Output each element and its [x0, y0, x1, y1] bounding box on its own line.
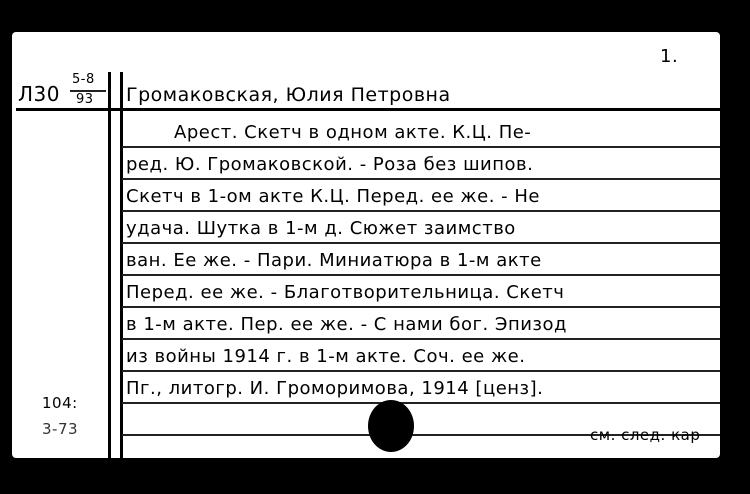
- entry-line: ред. Ю. Громаковской. - Роза без шипов.: [126, 154, 534, 175]
- ruled-line: [122, 178, 720, 180]
- entry-line: ван. Ее же. - Пари. Миниатюра в 1-м акте: [126, 250, 542, 271]
- entry-line: Перед. ее же. - Благотворительница. Скетч: [126, 282, 565, 303]
- entry-line: удача. Шутка в 1-м д. Сюжет заимство: [126, 218, 516, 239]
- ruled-line: [122, 306, 720, 308]
- shelf-fraction-top: 5-8: [72, 72, 95, 87]
- margin-note: 104:: [42, 394, 78, 412]
- author-heading: Громаковская, Юлия Петровна: [126, 84, 451, 106]
- catalog-card: [12, 32, 720, 458]
- entry-line: Скетч в 1-ом акте К.Ц. Перед. ее же. - Не: [126, 186, 540, 207]
- margin-note: 3-73: [42, 420, 79, 438]
- ruled-line: [122, 242, 720, 244]
- shelf-mark: Л30: [18, 82, 60, 106]
- ruled-line: [122, 210, 720, 212]
- entry-line: из войны 1914 г. в 1-м акте. Соч. ее же.: [126, 346, 526, 367]
- ruled-line: [122, 370, 720, 372]
- entry-line: в 1-м акте. Пер. ее же. - С нами бог. Эпизод: [126, 314, 567, 335]
- entry-line: Пг., литогр. И. Громоримова, 1914 [ценз].: [126, 378, 544, 399]
- ruled-line: [122, 402, 720, 404]
- vertical-rule-right: [120, 72, 123, 458]
- ruled-line: [122, 274, 720, 276]
- ruled-line: [122, 146, 720, 148]
- entry-line: Арест. Скетч в одном акте. К.Ц. Пе-: [174, 122, 532, 143]
- card-number: 1.: [660, 46, 679, 67]
- vertical-rule-left: [108, 72, 111, 458]
- heading-underline: [16, 108, 720, 111]
- shelf-fraction-bottom: 93: [76, 92, 94, 107]
- footer-note: см. след. кар: [590, 426, 701, 444]
- ruled-line: [122, 338, 720, 340]
- punch-hole: [368, 400, 414, 452]
